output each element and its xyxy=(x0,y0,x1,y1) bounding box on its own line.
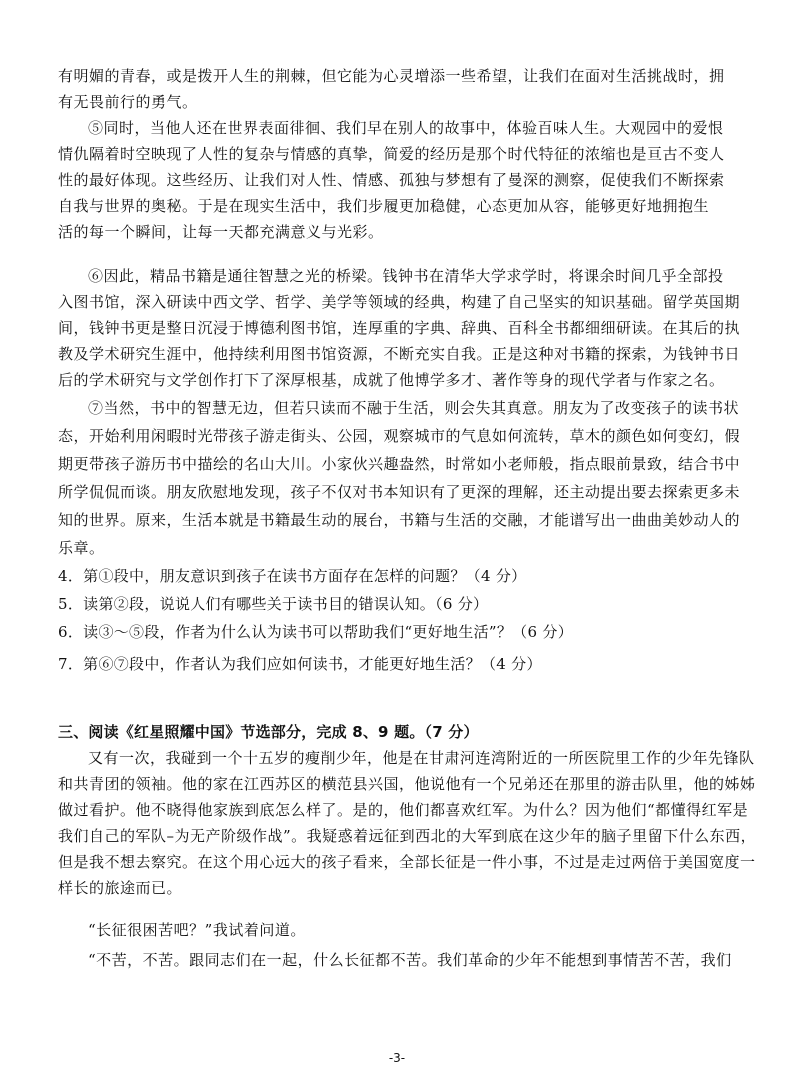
paragraph7-line-3: 期更带孩子游历书中描绘的名山大川。小家伙兴趣盎然，时常如小老师般，指点眼前景致，结合书中 xyxy=(58,455,741,473)
paragraph7-line-1: ⑦当然，书中的智慧无边，但若只读而不融于生活，则会失其真意。朋友为了改变孩子的读书状 xyxy=(88,399,740,417)
excerpt-line-6: 样长的旅途而已。 xyxy=(58,879,183,897)
excerpt-line-3: 做过看护。他不晓得他家族到底怎么样了。是的，他们都喜欢红军。为什么？因为他们“都懂得红军是 xyxy=(58,801,749,819)
question-6: 6．读③～⑤段，作者为什么认为读书可以帮助我们“更好地生活”？（6 分） xyxy=(58,623,573,641)
excerpt-line-5: 但是我不想去察究。在这个用心远大的孩子看来，全部长征是一件小事，不过是走过两倍于美国宽度一 xyxy=(58,853,756,871)
paragraph5-line-1: ⑤同时，当他人还在世界表面徘徊、我们早在别人的故事中，体验百味人生。大观园中的爱恨 xyxy=(88,119,724,137)
paragraph5-line-5: 活的每一个瞬间，让每一天都充满意义与光彩。 xyxy=(58,223,384,241)
question-7: 7．第⑥⑦段中，作者认为我们应如何读书，才能更好地生活？（4 分） xyxy=(58,655,542,673)
excerpt-line-2: 和共青团的领袖。他的家在江西苏区的横范县兴国，他说他有一个兄弟还在那里的游击队里，他的姊姊 xyxy=(58,775,756,793)
paragraph7-line-5: 知的世界。原来，生活本就是书籍最生动的展台，书籍与生活的交融，才能谱写出一曲曲美妙动人的 xyxy=(58,511,741,529)
paragraph6-line-3: 间，钱钟书更是整日沉浸于博德利图书馆，连厚重的字典、辞典、百科全书都细细研读。在其后的执 xyxy=(58,319,741,337)
page-number: -3- xyxy=(388,1051,406,1065)
paragraph5-line-4: 自我与世界的奥秘。于是在现实生活中，我们步履更加稳健，心态更加从容，能够更好地拥抱生 xyxy=(58,197,710,215)
paragraph5-line-3: 性的最好体现。这些经历、让我们对人性、情感、孤独与梦想有了曼深的测察，促使我们不断探索 xyxy=(58,171,725,189)
excerpt-dialogue-1: “长征很困苦吧？”我试着问道。 xyxy=(88,921,306,939)
paragraph5-line-2: 情仇隔着时空映现了人性的复杂与情感的真挚，简爱的经历是那个时代特征的浓缩也是亘古不变人 xyxy=(58,145,725,163)
paragraph7-line-6: 乐章。 xyxy=(58,539,105,557)
paragraph6-line-5: 后的学术研究与文学创作打下了深厚根基，成就了他博学多才、著作等身的现代学者与作家之名。 xyxy=(58,371,725,389)
paragraph6-line-2: 入图书馆，深入研读中西文学、哲学、美学等领域的经典，构建了自己坚实的知识基础。留学英国期 xyxy=(58,293,741,311)
paragraph7-line-2: 态，开始利用闲暇时光带孩子游走街头、公园，观察城市的气息如何流转，草木的颜色如何变幻，假 xyxy=(58,427,741,445)
paragraph6-line-4: 教及学术研究生涯中，他持续利用图书馆资源，不断充实自我。正是这种对书籍的探索，为钱钟书日 xyxy=(58,345,741,363)
question-5: 5．读第②段，说说人们有哪些关于读书目的错误认知。（6 分） xyxy=(58,595,489,613)
excerpt-dialogue-2: “不苦，不苦。跟同志们在一起，什么长征都不苦。我们革命的少年不能想到事情苦不苦，我们 xyxy=(88,951,732,969)
paragraph4-line-2: 有无畏前行的勇气。 xyxy=(58,93,198,111)
excerpt-line-1: 又有一次，我碰到一个十五岁的瘦削少年，他是在甘肃河连湾附近的一所医院里工作的少年先锋队 xyxy=(88,749,755,767)
excerpt-line-4: 我们自己的军队–为无产阶级作战”。我疑惑着远征到西北的大军到底在这少年的脑子里留下什么东西， xyxy=(58,827,757,845)
paragraph6-line-1: ⑥因此，精品书籍是通往智慧之光的桥梁。钱钟书在清华大学求学时，将课余时间几乎全部投 xyxy=(88,267,724,285)
paragraph4-line-1: 有明媚的青春，或是拨开人生的荆棘，但它能为心灵增添一些希望，让我们在面对生活挑战时，拥 xyxy=(58,67,725,85)
question-4: 4．第①段中，朋友意识到孩子在读书方面存在怎样的问题？（4 分） xyxy=(58,567,527,585)
paragraph7-line-4: 所学侃侃而谈。朋友欣慰地发现，孩子不仅对书本知识有了更深的理解，还主动提出要去探索更多未 xyxy=(58,483,741,501)
section3-heading: 三、阅读《红星照耀中国》节选部分，完成 8、9 题。（7 分） xyxy=(58,723,479,741)
